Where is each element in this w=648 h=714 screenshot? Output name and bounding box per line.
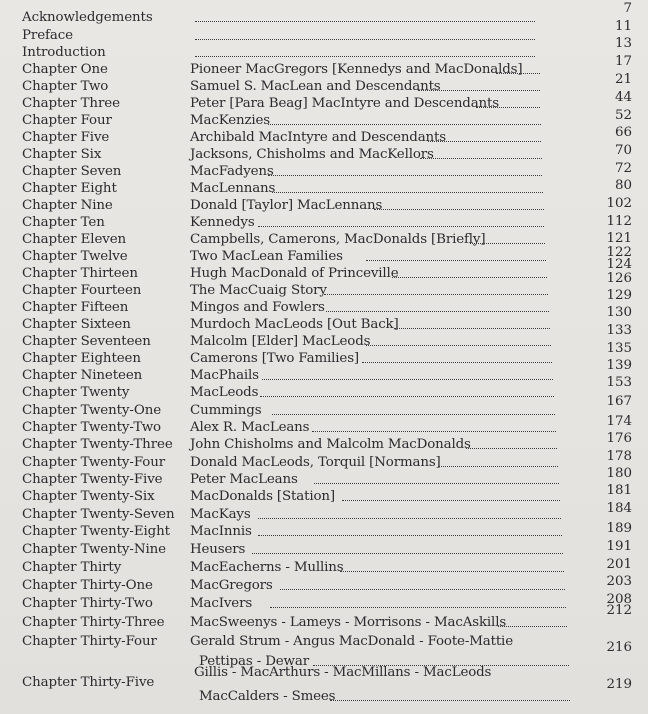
entry-label: Chapter Twenty-Six [22,489,155,504]
entry-title: MacEacherns - Mullins [190,560,344,575]
entry-title: MacDonalds [Station] [190,489,335,504]
page-number: 219 [606,677,632,692]
toc-entry-chapter-twenty-seven [0,501,648,524]
page-number: 153 [606,375,632,390]
toc-entry-chapter-twelve [0,245,648,266]
entry-title: Heusers [190,542,246,557]
dot-leader [260,396,554,397]
dot-leader [420,158,542,159]
dot-leader [470,243,545,244]
dot-leader [496,73,540,74]
entry-title: Donald MacLeods, Torquil [Normans] [190,455,441,470]
page-number: 121 [606,231,632,246]
toc-entry-chapter-twenty-three [0,431,648,454]
entry-label: Chapter Thirty-Three [22,615,165,630]
toc-entry-chapter-thirty-four [0,633,648,651]
page-number: 130 [606,305,632,320]
entry-title: Donald [Taylor] MacLennans [190,198,383,213]
entry-title: MacCalders - Smees [199,689,336,704]
entry-label: Chapter Twenty-Two [22,420,162,435]
dot-leader [418,90,540,91]
entry-label: Chapter Two [22,79,109,94]
dot-leader [498,626,567,627]
toc-entry-introduction [0,36,648,62]
entry-label: Chapter Thirteen [22,266,138,281]
dot-leader [258,226,544,227]
page-number: 112 [606,214,632,229]
entry-label: Chapter Five [22,130,110,145]
dot-leader [366,345,551,346]
toc-entry-chapter-eight [0,180,648,198]
entry-title: Hugh MacDonald of Princeville [190,266,399,281]
entry-label: Chapter Three [22,96,120,111]
toc-entry-chapter-twenty-two [0,414,648,437]
entry-label: Chapter Ten [22,215,105,230]
dot-leader [366,260,546,261]
entry-title: Malcolm [Elder] MacLeods [190,334,371,349]
page-number: 21 [614,72,632,87]
page-number: 184 [606,501,632,516]
entry-label: Chapter Twenty-Eight [22,524,170,539]
entry-label: Preface [22,28,73,43]
dot-leader [195,21,535,22]
page-number: 52 [614,108,632,123]
page-number: 216 [606,640,632,655]
dot-leader [268,175,542,176]
entry-label: Chapter Sixteen [22,317,131,332]
toc-entry-chapter-twenty-eight [0,523,648,541]
entry-label: Chapter Thirty-One [22,578,153,593]
entry-label: Chapter Twenty-Nine [22,542,166,557]
page-number: 13 [614,36,632,51]
entry-label: Chapter Twenty-Seven [22,507,175,522]
dot-leader [314,483,559,484]
entry-title: Alex R. MacLeans [190,420,310,435]
dot-leader [272,192,543,193]
dot-leader [270,607,566,608]
page-number: 189 [606,521,632,536]
toc-entry-chapter-twenty-four [0,449,648,472]
entry-title: MacGregors [190,578,273,593]
dot-leader [262,379,553,380]
entry-label: Chapter Four [22,113,112,128]
entry-label: Chapter Twenty-Five [22,472,163,487]
dot-leader [195,39,535,40]
toc-entry-chapter-twenty-nine [0,541,648,559]
page-number: 129 [606,288,632,303]
entry-title: Campbells, Camerons, MacDonalds [Briefly] [190,232,486,247]
dot-leader [326,311,549,312]
page-number: 178 [606,449,632,464]
page-number: 124 [606,257,632,272]
entry-title: Archibald MacIntyre and Descendants [190,130,446,145]
page-number: 167 [606,394,632,409]
dot-leader [466,448,557,449]
toc-entry-chapter-ten [0,214,648,232]
entry-label: Chapter Nine [22,198,113,213]
page-number: 174 [606,414,632,429]
page-number: 102 [606,196,632,211]
page-number: 208 [606,592,632,607]
toc-entry-preface [0,19,648,45]
entry-title: Pioneer MacGregors [Kennedys and MacDonalds] [190,62,523,77]
page-number: 139 [606,358,632,373]
toc-entry-chapter-thirteen [0,257,648,283]
entry-title: MacIvers [190,596,253,611]
entry-label: Introduction [22,45,106,60]
toc-entry-chapter-thirty-one [0,574,648,595]
entry-title: Peter MacLeans [190,472,298,487]
page-number: 201 [606,557,632,572]
entry-label: Chapter Thirty [22,560,122,575]
page-number: 66 [614,125,632,140]
page-number: 7 [623,1,632,16]
entry-title: MacSweenys - Lameys - Morrisons - MacAskills [190,615,507,630]
dot-leader [258,535,562,536]
entry-title: Peter [Para Beag] MacIntyre and Descendants [190,96,499,111]
entry-title: Kennedys [190,215,255,230]
toc-entry-chapter-twenty-five [0,466,648,489]
entry-title: MacKenzies [190,113,271,128]
entry-label: Chapter Seventeen [22,334,151,349]
dot-leader [324,294,548,295]
dot-leader [394,328,550,329]
entry-title: MacPhails [190,368,259,383]
entry-title: MacLeods [190,385,259,400]
toc-entry-chapter-six [0,143,648,164]
entry-label: Chapter Thirty-Two [22,596,153,611]
page-number: 180 [606,466,632,481]
dot-leader [312,431,556,432]
toc-entry-chapter-one [0,54,648,79]
toc-entry-chapter-thirty [0,559,648,577]
dot-leader [476,107,540,108]
entry-title: Murdoch MacLeods [Out Back] [190,317,399,332]
entry-label: Chapter Twelve [22,249,128,264]
dot-leader [280,589,565,590]
entry-title: Cummings [190,403,262,418]
entry-label: Chapter Thirty-Five [22,675,155,690]
dot-leader [428,141,541,142]
entry-label: Chapter Twenty [22,385,130,400]
page-number: 44 [614,90,632,105]
page-number: 70 [614,143,632,158]
page-number: 133 [606,323,632,338]
entry-title: MacKays [190,507,251,522]
toc-entry-chapter-nine [0,197,648,215]
entry-label: Chapter Eleven [22,232,127,247]
toc-entry-chapter-twenty-six [0,483,648,506]
dot-leader [374,209,544,210]
page-number: 17 [614,54,632,69]
page-number: 122 [606,245,632,260]
dot-leader [252,553,563,554]
toc-entry-chapter-five [0,125,648,147]
entry-label: Chapter One [22,62,108,77]
entry-label: Chapter Fourteen [22,283,142,298]
toc-entry-chapter-two [0,72,648,96]
toc-entry-chapter-four [0,108,648,130]
page-number: 191 [606,539,632,554]
entry-label: Chapter Six [22,147,102,162]
entry-title: Jacksons, Chisholms and MacKellors [190,147,434,162]
entry-title: The MacCuaig Story [190,283,327,298]
dot-leader [342,500,560,501]
page-number: 126 [606,271,632,286]
entry-title: MacLennans [190,181,276,196]
dot-leader [330,700,570,701]
entry-label: Chapter Eight [22,181,117,196]
entry-label: Acknowledgements [22,10,153,25]
toc-entry-chapter-twenty-one [0,394,648,420]
entry-title: Gillis - MacArthurs - MacMillans - MacLeods [194,665,492,680]
dot-leader [362,362,552,363]
entry-title: MacInnis [190,524,252,539]
toc-entry-chapter-thirty-two [0,592,648,613]
entry-title: John Chisholms and Malcolm MacDonalds [190,437,471,452]
entry-label: Chapter Nineteen [22,368,143,383]
page-number: 11 [614,19,632,34]
toc-entry-chapter-seven [0,163,648,181]
page-number: 72 [614,161,632,176]
toc-entry-chapter-three [0,90,648,113]
entry-title: MacFadyens [190,164,274,179]
toc-entry-acknowledgements [0,1,648,27]
entry-label: Chapter Twenty-Four [22,455,166,470]
dot-leader [340,571,564,572]
entry-title: Pettipas - Dewar [199,654,309,669]
entry-label: Chapter Twenty-Three [22,437,173,452]
page-number: 135 [606,341,632,356]
entry-title: Gerald Strum - Angus MacDonald - Foote-Mattie [190,634,513,649]
page-number: 80 [614,178,632,193]
dot-leader [272,414,555,415]
page-number: 212 [606,603,632,618]
entry-label: Chapter Thirty-Four [22,634,157,649]
dot-leader [438,466,558,467]
entry-title: Mingos and Fowlers [190,300,325,315]
entry-label: Chapter Fifteen [22,300,129,315]
entry-title: Samuel S. MacLean and Descendants [190,79,441,94]
page-number: 176 [606,431,632,446]
entry-title: Camerons [Two Families] [190,351,360,366]
entry-label: Chapter Eighteen [22,351,141,366]
page-number: 203 [606,574,632,589]
dot-leader [392,277,547,278]
toc-entry-chapter-eleven [0,231,648,249]
entry-label: Chapter Twenty-One [22,403,162,418]
dot-leader [268,124,541,125]
page-number: 181 [606,483,632,498]
entry-title: Two MacLean Families [190,249,343,264]
dot-leader [258,518,561,519]
entry-label: Chapter Seven [22,164,122,179]
dot-leader [195,56,535,57]
